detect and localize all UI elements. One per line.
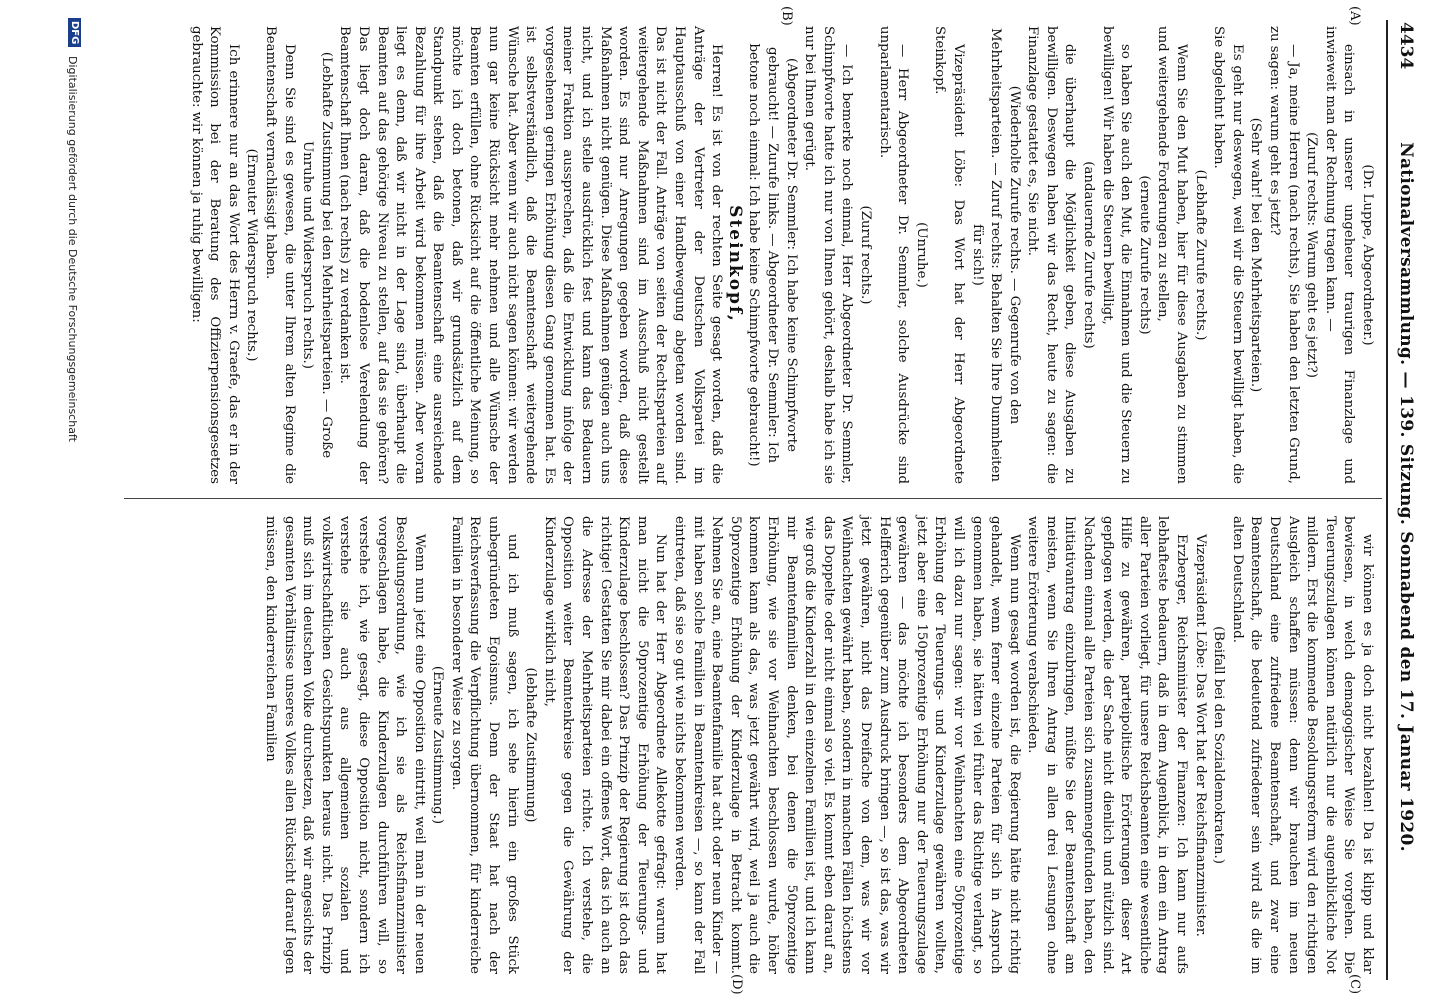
digitization-footer [60,0,82,1000]
interjection: (Unruhe.) [913,222,929,288]
paragraph: einsach in unserer ungeheuer traurigen Finanzlage und inwieweit man der Rechnung tragen kann. — [1322,26,1357,484]
interjection: (lebhafte Zustimmung) [523,667,539,823]
paragraph: Erzberger, Reichsminister der Finanzen: Ich kann nur aufs lebhafteste bedauern, daß in dem Augenblick, in dem ein Antrag aller Parteien vorliegt, für unsere Reichsbeamten eine wesentliche Hilfe zu gewähren, parteipolitische Erörterungen dieser Art gepflogen werden, die der Sache nicht dienlich und nützlich sind. Nachdem einmal alle Parteien sich zusammengefunden haben, den Initiativantrag einzubringen, müßte Sie der Beamtenschaft am meisten, wenn Sie Ihren Antrag in allen drei Lesungen ohne weitere Erörterung verabschieden. [1025,516,1190,974]
paragraph: Vizepräsident Löbe: Das Wort hat der Reichsfinanzminister. [1192,534,1208,937]
left-column [186,26,1376,484]
interjection: (Dr. Luppe, Abgeordneter.) [1360,164,1375,346]
margin-marker-b: (B) [779,6,794,26]
paragraph: die überhaupt die Möglichkeit geben, diese Ausgaben zu bewilligen. Deswegen haben wir das Recht, heute zu sagen: die Finanzlage gestattet es, Sie nicht. [1025,26,1078,484]
margin-marker-c: (C) [1347,974,1362,995]
header-rule [1386,20,1388,980]
paragraph: — Ja, meine Herren (nach rechts), Sie haben den letzten Grund, zu sagen: warum geht es jetzt? [1267,26,1301,484]
dfg-logo: DFG [68,18,81,47]
paragraph: Wenn nun jetzt eine Opposition eintritt, weil man in der neuen Besoldungsordnung, wie ich sie als Reichsfinanzminister vorgeschlagen habe, die Kinderzulagen durchführen will, so verstehe ich, wie gesagt, diese Opposition nicht, sondern ich verstehe sie auch aus allgemeinen sozialen und volkswirtschaftlichen Gesichtspunkten heraus nicht. Das Prinzip muß sich im deutschen Volke durchsetzen, daß wir angesichts der gesamten Verhältnisse unseres Volkes allen Rücksicht darauf legen müssen, den kinderreichen Familien [262,516,427,974]
interjection: (erneute Zurufe rechts) [1136,175,1152,335]
scanned-page [54,0,1434,1000]
paragraph: und ich muß sagen, ich sehe hierin ein großes Stück unbegründeten Egoismus. Denn der Staat hat nach der Reichsverfassung die Verpflichtung übernommen, für kinderreiche Familien in besonderer Weise zu sorgen. [448,516,520,974]
page-number: 4434 [1396,22,1416,70]
interjection: (Zuruf rechts: Warum geht es jetzt?) [1304,132,1320,378]
paragraph: Denn Sie sind es gewesen, die unter Ihrem alten Regime die Beamtenschaft vernachlässigt haben. [262,26,297,484]
interjection: (Beifall bei den Sozialdemokraten.) [1211,626,1227,864]
paragraph: Wenn Sie den Mut haben, hier für diese Ausgaben zu stimmen und weitergehende Forderungen zu stellen, [1155,26,1190,484]
paragraph: Nun hat der Herr Abgeordnete Allekotte gefragt: warum hat man nicht die 50prozentige Erhöhung der Teuerungs- und Kinderzulage beschlossen? Das Prinzip der Regierung ist doch das richtige! Gestatten Sie mir dabei ein offenes Wort, das ich auch an die Adresse der Mehrheitsparteien richte. Ich verstehe, die Opposition weiter Beamtenkreise gegen die Gewährung der Kinderzulage wirklich nicht, [541,516,669,974]
paragraph: Es geht nur deswegen, weil wir die Steuern bewilligt haben, die Sie abgelehnt haben. [1211,26,1245,484]
margin-marker-a: (A) [1347,6,1362,26]
interjection: (Wiederholte Zurufe rechts. — Gegenrufe von den Mehrheitsparteien. — Zuruf rechts: Behalten Sie Ihre Dummheiten für sich!) [969,28,1022,482]
interjection: (andauernde Zurufe rechts) [1081,161,1097,349]
speaker-heading: Steinkopf, [724,205,745,323]
footer-credit: Digitalisierung gefördert durch die Deutsche Forschungsgemeinschaft [66,56,79,442]
paragraph: Ich erinnere nur an das Wort des Herrn v. Graefe, das er in der Kommission bei der Beratung des Offizierpensionsgesetzes gebrauchte: wir können ja ruhig bewilligen: [188,26,241,484]
paragraph: — Ich bemerke noch einmal, Herr Abgeordneter Dr. Semmler, Schimpfworte hatte ich nur von Ihnen gehört, deshalb habe ich sie nur bei Ihnen gerügt. [802,26,855,484]
interjection: (Zuruf rechts.) [857,205,873,305]
paragraph: Wenn nun gesagt worden ist, die Regierung hätte nicht richtig gehandelt, wenn ferner einzelne Parteien für sich in Anspruch genommen haben, sie hätten viel früher das Richtige verlangt, so will ich dazu nur sagen: wir vor Weihnachten eine 50prozentige Erhöhung der Teuerungs- und Kinderzulage gewähren wollten, jetzt aber eine 150prozentige Erhöhung nur der Teuerungszulage gewähren — das möchte ich besonders dem Abgeordneten Helfferich gegenüber zum Ausdruck bringen —, so ist das, was wir jetzt gewähren, nicht das Dreifache von dem, was wir vor Weihnachten gewährt haben, sondern in manchen Fällen höchstens das Doppelte oder nicht einmal so viel. Es kommt eben darauf an, wie groß die Kinderzahl in den einzelnen Familien ist, und ich kann mir Beamtenfamilien denken, bei denen die 50prozentige Erhöhung, wie sie vor Weihnachten beschlossen wurde, höher kommen kann als das, was jetzt gewährt wird, weil ja auch die 50prozentige Erhöhung der Kinderzulage in Betracht kommt. Nehmen Sie an, eine Beamtenfamilie hat acht oder neun Kinder — mit haben solche Familien in Beamtenkreisen —, so kann der Fall eintreten, daß sie so gut wie nichts bekommen werden. [672,516,1022,974]
paragraph: Vizepräsident Löbe: Das Wort hat der Herr Abgeordnete Steinkopf. [932,26,966,484]
interjection: (Lebhafte Zurufe rechts.) [1192,169,1208,341]
interjection: (Erneuter Widerspruch rechts.) [244,148,260,362]
column-divider [124,498,1382,499]
interjection: (Abgeordneter Dr. Semmler: Ich habe keine Schimpfworte gebraucht! — Zurufe links. — Abgeordneter Dr. Semmler: Ich betone noch einmal: Ich habe keine Schimpfworte gebraucht!) [746,43,799,467]
interjection: (Erneute Zustimmung.) [430,665,446,825]
page-header [1388,22,1416,972]
margin-marker-d: (D) [729,974,744,995]
page-title: Nationalversammlung. — 139. Sitzung. Sonnabend den 17. Januar 1920. [1396,142,1416,852]
paragraph: so haben Sie auch den Mut, die Einnahmen und die Steuern zu bewilligen! Wir haben die Steuern bewilligt, [1099,26,1134,484]
interjection: (Sehr wahr! bei den Mehrheitsparteien.) [1248,117,1264,393]
interjection: (Lebhafte Zustimmung bei den Mehrheitsparteien. — Große Unruhe und Widerspruch rechts.) [300,51,334,459]
right-column [260,516,1376,974]
paragraph: — Herr Abgeordneter Dr. Semmler, solche Ausdrücke sind unparlamentarisch. [876,26,911,484]
paragraph: wir können es ja doch nicht bezahlen! Da ist klipp und klar bewiesen, in welch demagogischer Weise Sie vorgehen. Die Teuerungszulagen können natürlich nur die augenblickliche Not mildern. Erst die kommende Besoldungsreform wird den richtigen Ausgleich schaffen müssen: denn wir brauchen im neuen Deutschland eine zufriedene Beamtenschaft, und zwar eine Beamtenschaft, die bedeutend zufriedener sein wird als die im alten Deutschland. [1229,516,1375,974]
paragraph: Herren! Es ist von der rechten Seite gesagt worden, daß die Anträge der Vertreter der Deutschen Volkspartei im Hauptausschuß von einer Handbewegung abgetan worden sind. Das ist nicht der Fall. Anträge von seiten der Rechtsparteien auf weitergehende Maßnahmen sind im Ausschuß nicht gestellt worden. Es sind nur Anregungen gegeben worden, daß diese Maßnahmen nicht genügen. Diese Maßnahmen genügen auch uns nicht, und ich stelle ausdrücklich fest und kann das Bedauern meiner Fraktion aussprechen, daß die Entwicklung infolge der vorgesehenen geringen Erhöhung diesen Gang genommen hat. Es ist selbstverständlich, daß die Beamtenschaft weitergehende Wünsche hat. Aber wenn wir auch nicht sagen können: wir werden nun gar keine Rücksicht mehr nehmen und alle Wünsche der Beamten erfüllen, ohne Rücksicht auf die öffentliche Meinung, so möchte ich doch betonen, daß wir grundsätzlich auf dem Standpunkt stehen, daß die Beamtenschaft eine ausreichende Bezahlung für ihre Arbeit wird bekommen müssen. Aber woran liegt es denn, daß wir nicht in der Lage sind, überhaupt die Beamten auf das gehörige Niveau zu stellen, auf das sie gehören? Das liegt doch daran, daß die bodenlose Verelendung der Beamtenschaft Ihnen (nach rechts) zu verdanken ist. [337,26,725,484]
